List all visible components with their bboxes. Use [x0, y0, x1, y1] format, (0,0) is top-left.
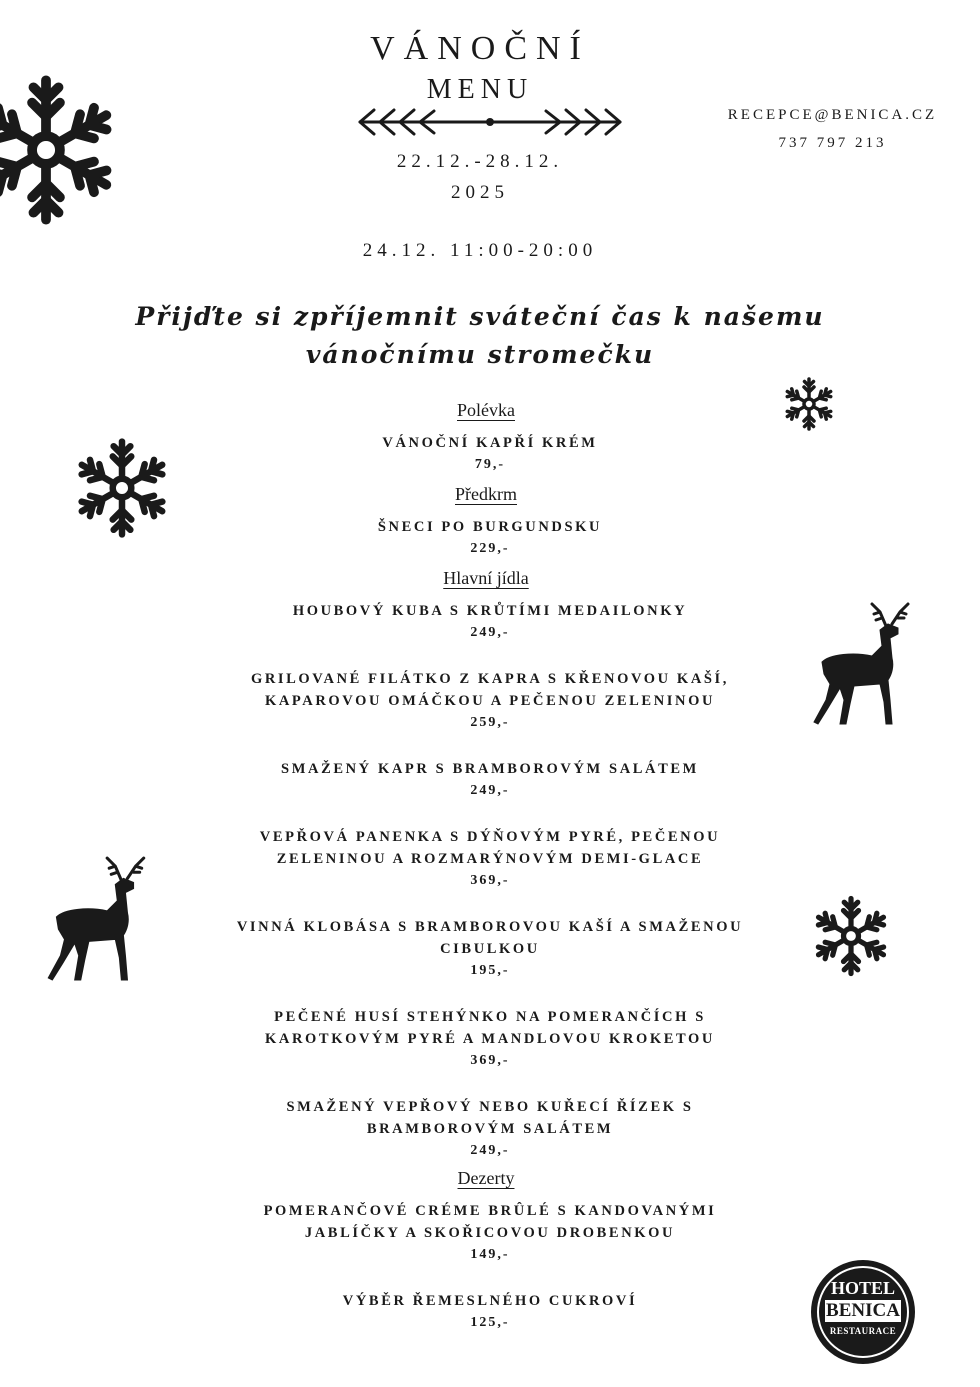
logo-line1: HOTEL [830, 1278, 896, 1298]
dish-name: ŠNECI PO BURGUNDSKU [377, 519, 603, 535]
logo-line2: BENICA [826, 1300, 900, 1321]
dish-name-line1: GRILOVANÉ FILÁTKO Z KAPRA S KŘENOVOU KAŠÍ, [250, 671, 730, 687]
menu-item [150, 758, 830, 802]
dish-name: VÁNOČNÍ KAPŘÍ KRÉM [382, 435, 598, 451]
dish-name-line2: KAROTKOVÝM PYRÉ A MANDLOVOU KROKETOU [265, 1031, 715, 1047]
dish-name-line1: VINNÁ KLOBÁSA S BRAMBOROVOU KAŠÍ A SMAŽENOU [236, 919, 744, 935]
dish-price: 149,- [470, 1247, 510, 1262]
deer-icon [810, 600, 914, 728]
dish-name: VÝBĚR ŘEMESLNÉHO CUKROVÍ [342, 1293, 638, 1309]
dish-name-line1: VEPŘOVÁ PANENKA S DÝŇOVÝM PYRÉ, PEČENOU [259, 829, 721, 845]
dish-name-line2: KAPAROVOU OMÁČKOU A PEČENOU ZELENINOU [264, 693, 716, 709]
contact-info [705, 101, 960, 157]
dish-name-line1: POMERANČOVÉ CRÉME BRÛLÉ S KANDOVANÝMI [263, 1203, 717, 1219]
tagline [0, 298, 970, 374]
menu-title-line1: VÁNOČNÍ [370, 30, 590, 67]
dish-name-line2: JABLÍČKY A SKOŘICOVOU DROBENKOU [304, 1225, 676, 1241]
snowflake-icon [70, 436, 174, 540]
dish-name-line2: BRAMBOROVÝM SALÁTEM [366, 1121, 614, 1137]
dish-name-line1: SMAŽENÝ VEPŘOVÝ NEBO KUŘECÍ ŘÍZEK S [286, 1099, 694, 1115]
section-title-starter: Předkrm [455, 484, 517, 504]
menu-list [150, 396, 830, 1334]
dish-price: 369,- [470, 1053, 510, 1068]
snowflake-icon [781, 376, 837, 432]
contact-email: RECEPCE@BENICA.CZ [727, 107, 938, 123]
menu-item [150, 1200, 830, 1266]
dish-price: 79,- [474, 457, 506, 472]
dish-name: HOUBOVÝ KUBA S KRŮTÍMI MEDAILONKY [292, 603, 688, 619]
dish-name-line2: ZELENINOU A ROZMARÝNOVÝM DEMI-GLACE [276, 851, 704, 867]
menu-item [150, 826, 830, 892]
dish-name-line2: CIBULKOU [440, 941, 540, 957]
dish-price: 249,- [470, 1143, 510, 1158]
dish-price: 125,- [470, 1315, 510, 1330]
snowflake-icon [0, 72, 124, 228]
date-range-line2: 2025 [451, 182, 509, 203]
section-title-soup: Polévka [457, 400, 515, 420]
special-opening-hours: 24.12. 11:00-20:00 [362, 240, 598, 261]
menu-item [150, 1096, 830, 1162]
date-range-line1: 22.12.-28.12. [396, 151, 564, 172]
dish-price: 249,- [470, 625, 510, 640]
menu-item [150, 668, 830, 734]
contact-phone: 737 797 213 [778, 135, 887, 151]
tagline-line2: vánočnímu stromečku [305, 340, 655, 369]
dish-price: 249,- [470, 783, 510, 798]
menu-item [150, 1006, 830, 1072]
menu-title-line2: MENU [426, 74, 534, 105]
dish-price: 259,- [470, 715, 510, 730]
logo-line3: RESTAURACE [829, 1326, 897, 1336]
dish-price: 195,- [470, 963, 510, 978]
hotel-logo [811, 1260, 915, 1364]
section-title-mains: Hlavní jídla [443, 568, 529, 588]
dish-name-line1: PEČENÉ HUSÍ STEHÝNKO NA POMERANČÍCH S [274, 1009, 706, 1025]
section-title-desserts: Dezerty [457, 1168, 515, 1188]
menu-item [150, 516, 830, 560]
menu-item [150, 916, 830, 982]
branch-ornament-icon [352, 100, 628, 140]
menu-item [150, 600, 830, 644]
tagline-line1: Přijďte si zpříjemnit sváteční čas k našemu [135, 302, 825, 331]
menu-item [150, 1290, 830, 1334]
deer-icon [44, 854, 150, 984]
menu-item [150, 432, 830, 476]
snowflake-icon [809, 894, 893, 978]
dish-name: SMAŽENÝ KAPR S BRAMBOROVÝM SALÁTEM [281, 761, 699, 777]
dish-price: 229,- [470, 541, 510, 556]
dish-price: 369,- [470, 873, 510, 888]
